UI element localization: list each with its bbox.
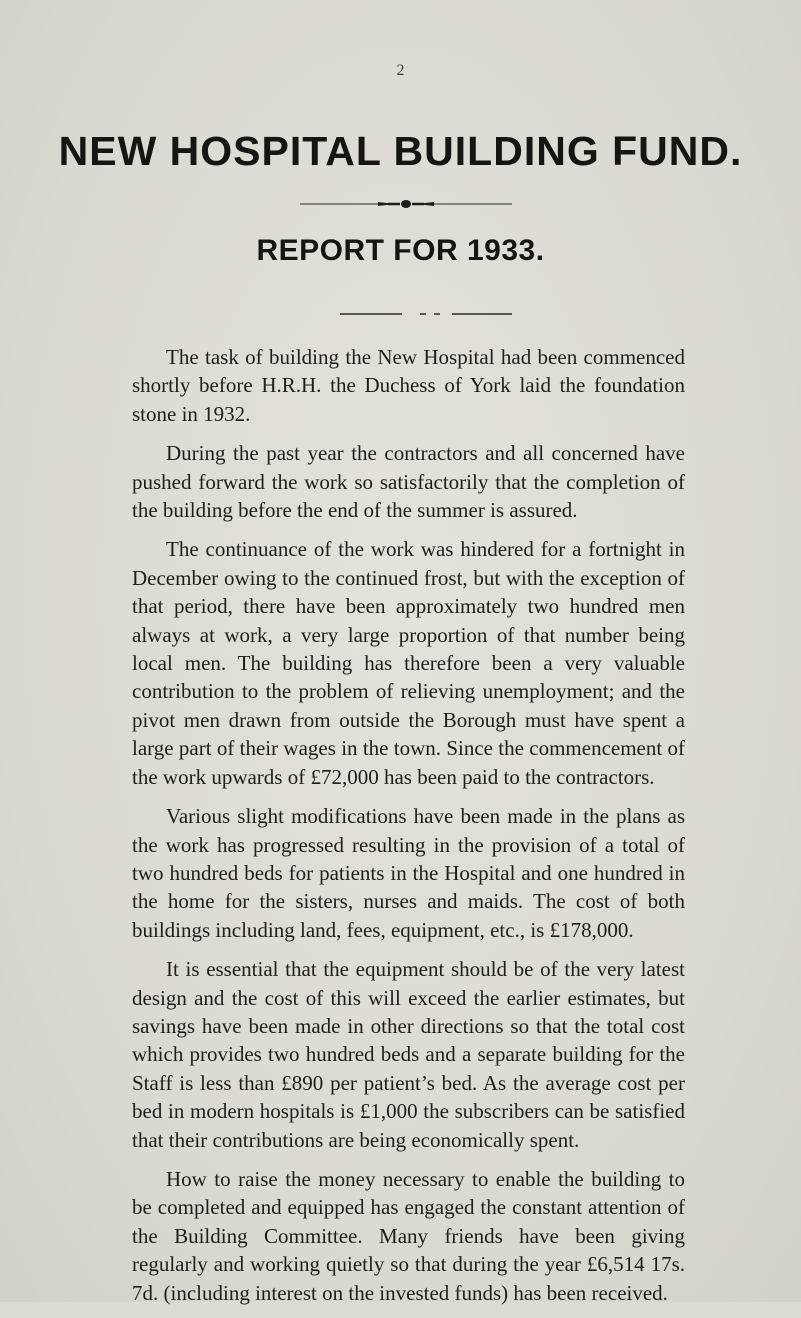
paragraph-equipment-costs: It is essential that the equipment should be of the very latest design and the cost of this will exceed the earlier estimates, but savings have been made in other directions so that the total cost which provides two hundred beds and a separate building for the Staff is less than £890 per patient’s bed. As the average cost per bed in modern hospitals is £1,000 the subscribers can be satisfied that their contributions are being economically spent.	[132, 957, 685, 1152]
dash-rule-icon	[340, 312, 512, 316]
paragraph-foundation: The task of building the New Hospital had been commenced shortly before H.R.H. the Duchess of York laid the foundation stone in 1932.	[132, 345, 685, 426]
paragraph-progress: During the past year the contractors and all concerned have pushed forward the work so satisfactorily that the completion of the building before the end of the summer is assured.	[132, 441, 685, 523]
paragraph-employment: The continuance of the work was hindered for a fortnight in December owing to the continued frost, but with the exception of that period, there have been approximately two hundred men always at work, a very large proportion of that number being local men. The building has therefore been a very valuable contribution to the problem of relieving unemployment; and the pivot men drawn from outside the Borough must have spent a large part of their wages in the town. Since the commencement of the work upwards of £72,000 has been paid to the contractors.	[132, 537, 685, 789]
report-subtitle: REPORT FOR 1933.	[256, 234, 545, 267]
paragraph-modifications: Various slight modifications have been made in the plans as the work has progressed resulting in the provision of a total of two hundred beds for patients in the Hospital and one hundred in the home for the sisters, nurses and maids. The cost of both buildings including land, fees, equipment, etc., is £178,000.	[132, 804, 685, 942]
ornamental-rule-icon	[300, 199, 512, 209]
page-number: 2	[396, 62, 405, 79]
paragraph-fundraising: How to raise the money necessary to enable the building to be completed and equipped has engaged the constant attention of the Building Committee. Many friends have been giving regularly and working quietly so that during the year £6,514 17s. 7d. (including interest on the invested funds) has been received.	[132, 1166, 685, 1305]
report-body	[132, 343, 685, 1318]
page-title: NEW HOSPITAL BUILDING FUND.	[58, 128, 743, 174]
